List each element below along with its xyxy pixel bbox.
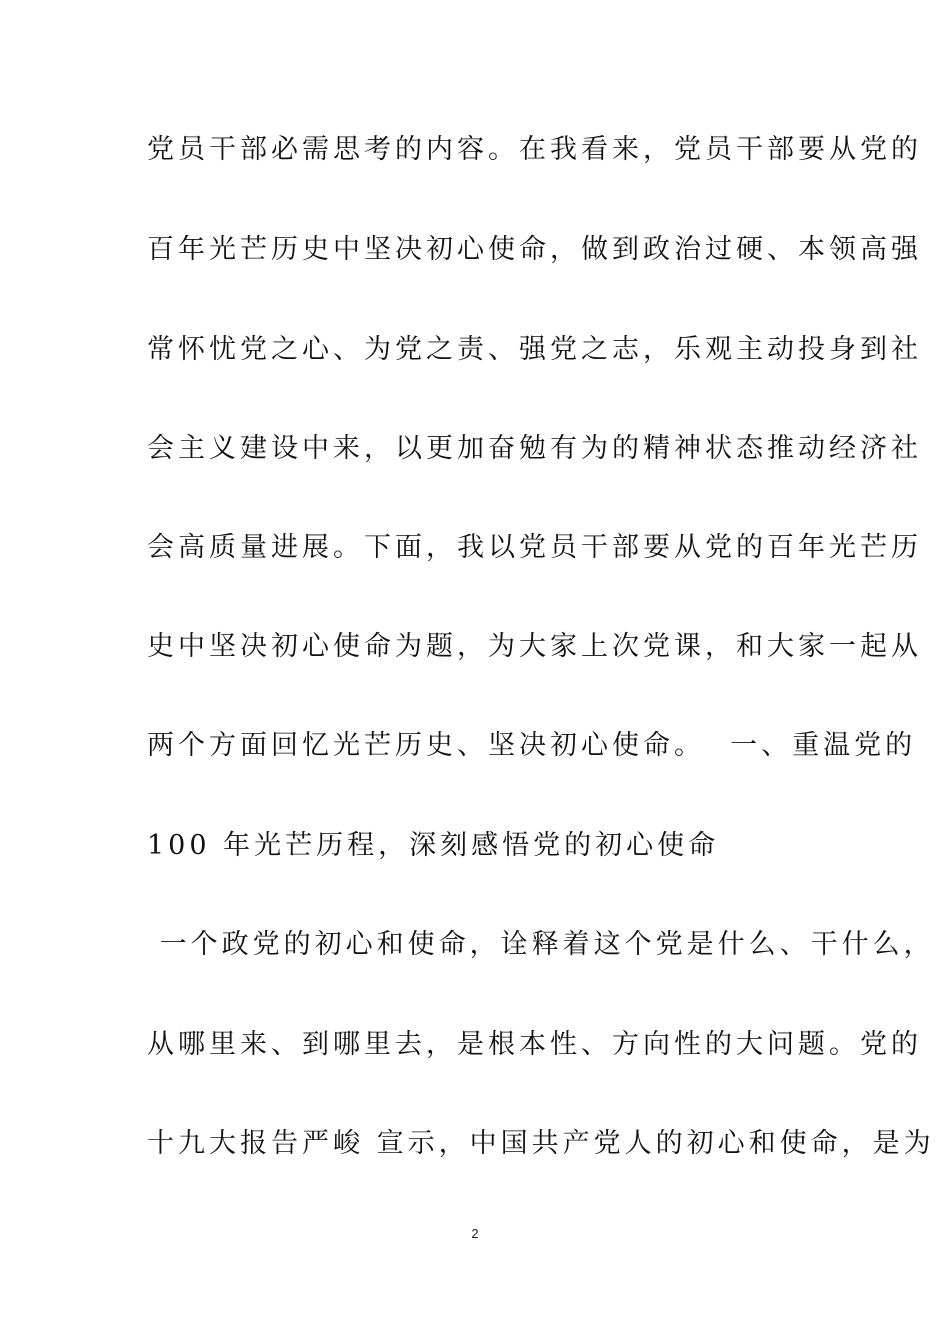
text-line: 两个方面回忆光芒历史、坚决初心使命。 一、重温党的 (147, 730, 917, 761)
text-line: 十九大报告严峻 宣示，中国共产党人的初心和使命，是为 (147, 1128, 935, 1159)
text-line: 一个政党的初心和使命，诠释着这个党是什么、干什么， (147, 929, 935, 960)
text-line: 常怀忧党之心、为党之责、强党之志，乐观主动投身到社 (147, 334, 922, 365)
text-line: 史中坚决初心使命为题，为大家上次党课，和大家一起从 (147, 631, 922, 662)
text-line: 会主义建设中来，以更加奋勉有为的精神状态推动经济社 (147, 433, 922, 464)
text-line: 百年光芒历史中坚决初心使命，做到政治过硬、本领高强 (147, 234, 922, 265)
text-line: 党员干部必需思考的内容。在我看来，党员干部要从党的 (147, 134, 922, 165)
text-line: 会高质量进展。下面，我以党员干部要从党的百年光芒历 (147, 532, 922, 563)
page-number: 2 (471, 1226, 479, 1241)
text-line: 从哪里来、到哪里去，是根本性、方向性的大问题。党的 (147, 1029, 922, 1060)
text-line: 100 年光芒历程，深刻感悟党的初心使命 (147, 830, 720, 861)
